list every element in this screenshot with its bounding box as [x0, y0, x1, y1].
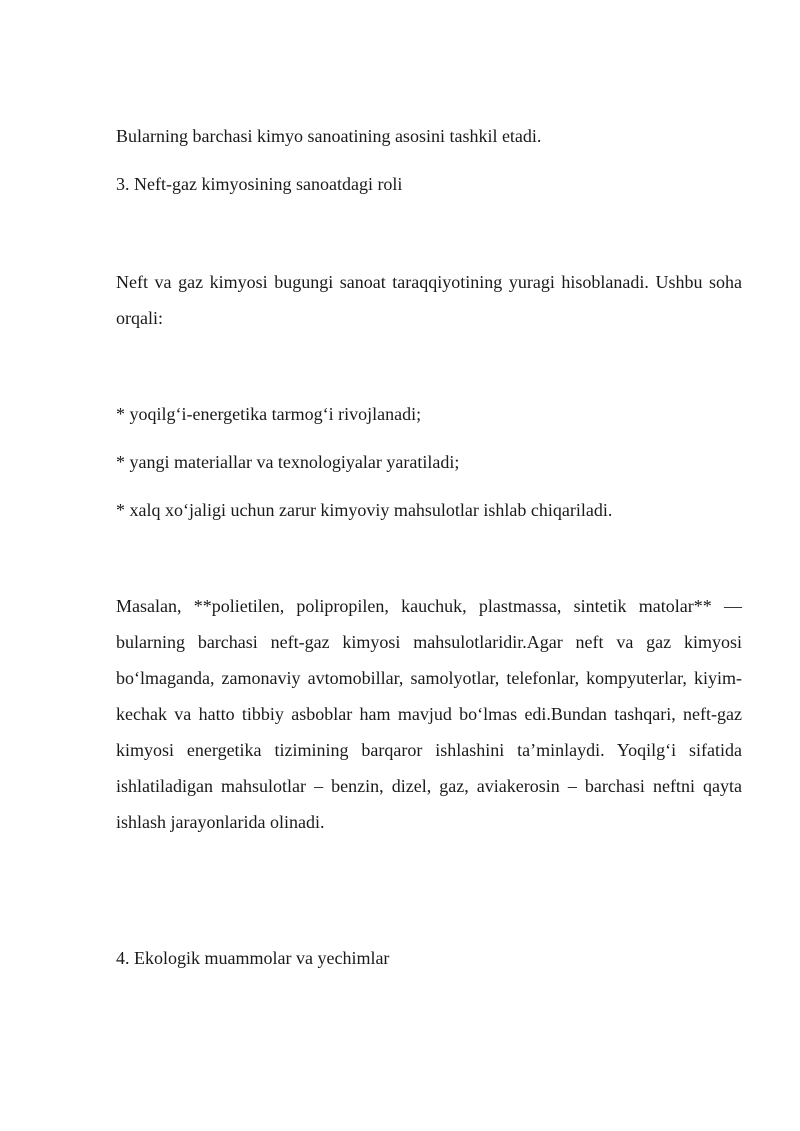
bullet-item-1: * yoqilg‘i-energetika tarmog‘i rivojlanadi; — [116, 404, 422, 424]
section-4-heading: 4. Ekologik muammolar va yechimlar — [116, 948, 390, 968]
paragraph-products: Masalan, **polietilen, polipropilen, kauchuk, plastmassa, sintetik matolar** — bularning barchasi neft-gaz kimyosi mahsulotlaridir.Agar neft va gaz kimyosi bo‘lmaganda, zamonaviy avtomobillar, samolyotlar, telefonlar, kompyuterlar, kiyim-kechak va hatto tibbiy asboblar ham mavjud bo‘lmas edi.Bundan tashqari, neft-gaz kimyosi energetika tizimining barqaror ishlashini ta’minlaydi. Yoqilg‘i sifatida ishlatiladigan mahsulotlar – benzin, dizel, gaz, aviakerosin – barchasi neftni qayta ishlash jarayonlarida olinadi. — [116, 596, 742, 832]
section-3-heading: 3. Neft-gaz kimyosining sanoatdagi roli — [116, 174, 403, 194]
bullet-item-2: * yangi materiallar va texnologiyalar yaratiladi; — [116, 452, 460, 472]
bullet-item-3: * xalq xo‘jaligi uchun zarur kimyoviy mahsulotlar ishlab chiqariladi. — [116, 500, 613, 520]
intro-line: Bularning barchasi kimyo sanoatining asosini tashkil etadi. — [116, 126, 542, 146]
paragraph-role-intro: Neft va gaz kimyosi bugungi sanoat taraqqiyotining yuragi hisoblanadi. Ushbu soha orqali: — [116, 272, 742, 328]
